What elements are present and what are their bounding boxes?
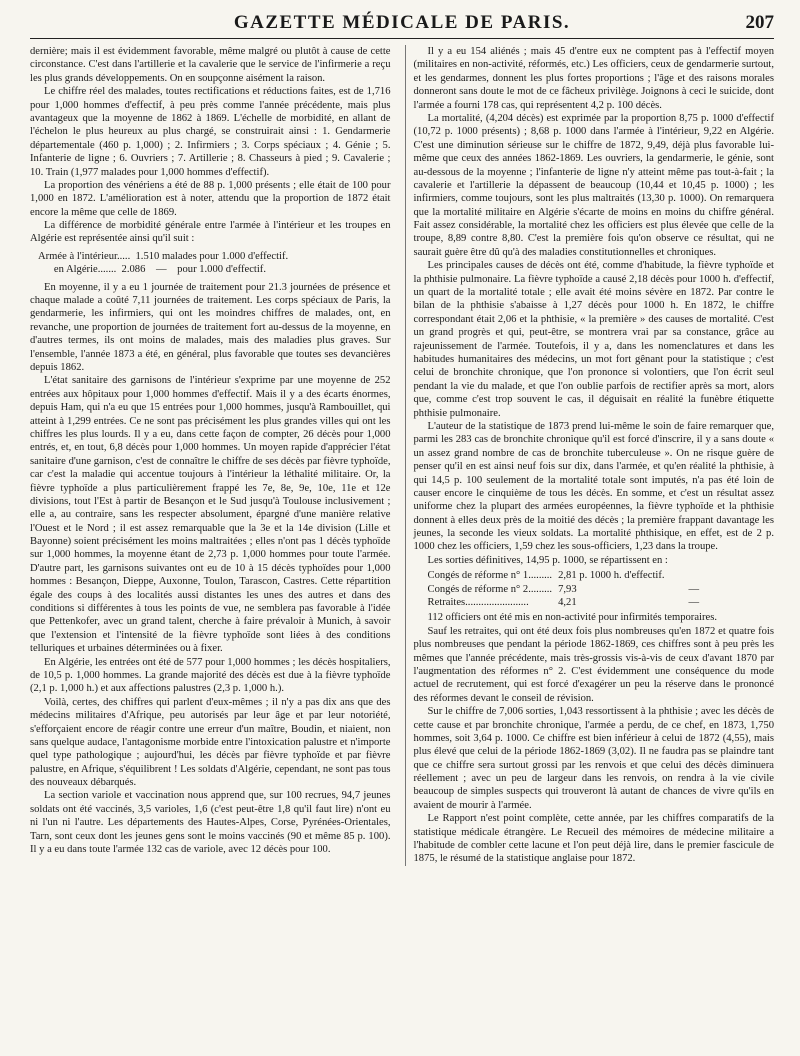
paragraph: 112 officiers ont été mis en non-activité pour infirmités temporaires. <box>427 612 717 624</box>
right-column <box>405 45 775 866</box>
paragraph: dernière; mais il est évidemment favorable, même malgré ou plutôt à cause de cette circonstance. C'est dans l'artillerie et la cavalerie que le service de l'infirmerie a reçu les plus grands développements. On en soupçonne aisément la raison. <box>30 46 391 84</box>
paragraph: L'état sanitaire des garnisons de l'intérieur s'exprime par une moyenne de 252 entrées aux hôpitaux pour 1,000 hommes d'effectif. Mais il y a des écarts énormes, depuis Ham, qui n'a eu que 15 entrées pour 1,000 hommes, jusqu'à Rambouillet, qui atteint à 1,299 entrées. Ce ne sont pas précisément les plus grandes villes qui ont les chiffres les plus lourds. Il y a eu, dans cette façon de compter, 26 décès pour 1,000 entrés, et, en tout, 6,8 décès pour 1,000 hommes. Un moyen rapide d'apprécier l'état sanitaire d'une garnison, c'est de connaître le chiffre de ses décès par fièvre typhoïde, car c'est la maladie qui accentue toujours à l'intérieur la léthalité militaire. Or, la fièvre typhoïde a plus particulièrement frappé les 7e, 8e, 9e, 10e, 11e et 12e divisions, tout l'Est à partir de Besançon et le Sud jusqu'à Toulouse inclusivement ; elle a, au contraire, sans les respecter absolument, épargné d'une manière relative l'Ouest et le Nord ; il est assez remarquable que la 3e et la 14e division (Lille et Bayonne) soient précisément les moins maltraitées ; elles n'ont pas 1 décès typhoïde sur 1,000 hommes, la moyenne étant de 2,73 p. 1,000 hommes pour toute l'armée. D'autre part, les garnisons suivantes ont eu de 10 à 15 décès typhoïdes pour 1,000 hommes : Besançon, Dieppe, Auxonne, Toulon, Tarascon, Castres. Cette répartition égale des coups à des localités aussi distantes les unes des autres et dans des conditions si différentes à tous les points de vue, ne semblera pas favorable à l'idée que Pettenkofer, avec un grand talent, cherche à faire prévaloir à Munich, à savoir que l'extension et l'intensité de la fièvre typhoïde sont liées à des conditions telluriques et urbaines déterminées ou à fixer. <box>30 375 391 655</box>
paragraph: Les principales causes de décès ont été, comme d'habitude, la fièvre typhoïde et la phthisie pulmonaire. La fièvre typhoïde a causé 2,18 décès pour 1000 h. d'effectif, un quart de la mortalité totale ; elle avait été moins sévère en 1872. Par contre le bilan de la phthisie s'abaisse à 1,27 décès pour 1000 h. En 1872, le chiffre correspondant était 2,06 et la phthisie, « la première » des causes de mortalité. C'est un grand progrès et qui, peut-être, se montrera vrai par sa constance, grâce au rajeunissement de l'armée. Toutefois, il y a, dans les nomenclatures et dans les habitudes humanitaires des médecins, un mot fort gênant pour la statistique ; c'est celui de bronchite chronique, que l'on prononce si volontiers, que l'on écrit seul pendant la vie du malade, et que l'on oublie parfois de rectifier après sa mort, alors que, comme c'est trop souvent le cas, il déguisait en réalité la funèbre étiquette phthisie pulmonaire. <box>413 260 774 419</box>
stat-line-algeria: en Algérie....... 2.086 — pour 1.000 d'effectif. <box>38 264 266 276</box>
paragraph: Le Rapport n'est point complète, cette année, par les chiffres comparatifs de la statistique médicale étrangère. Le Recueil des mémoires de médecine militaire a l'habitude de combler cette lacune et l'on peut déjà lire, dans le premier fascicule de 1875, le résumé de la statistique anglaise pour 1872. <box>413 813 774 865</box>
table-row <box>428 596 706 609</box>
row-dash: — <box>688 597 700 609</box>
page-header <box>30 8 774 39</box>
row-dash <box>671 569 706 582</box>
paragraph: Sur le chiffre de 7,006 sorties, 1,043 ressortissent à la phthisie ; avec les décès de cette cause et par bronchite chronique, l'armée a perdu, de ce chef, en 1873, 1,750 hommes, soit 3,64 p. 1000. Ce chiffre est bien inférieur à celui de 1872 (4,55), mais plus élevé que celui de la période 1862-1869 (3,02). Il ne faudra pas se plaindre tant que ce chiffre sera surtout grossi par les renvois et que celui des décès diminuera réellement ; avec un peu de largeur dans les renvois, on rendra à la vie civile beaucoup de simples suspects qui trouveront là autant de chances de vivre qu'ils en avaient de mourir à l'armée. <box>413 706 774 811</box>
row-label: Congés de réforme n° 2......... <box>427 583 553 595</box>
stat-line-interior: Armée à l'intérieur..... 1.510 malades pour 1.000 d'effectif. <box>38 250 289 262</box>
paragraph: La proportion des vénériens a été de 88 p. 1,000 présents ; elle était de 100 pour 1,000 en 1872. L'amélioration est à noter, attendu que la proportion de 1872 était encore la même que celle de 1869. <box>30 179 391 218</box>
paragraph: En moyenne, il y a eu 1 journée de traitement pour 21.3 journées de présence et chaque malade a coûté 7,11 journées de traitement. Les corps spéciaux de Paris, la gendarmerie, les infirmiers, qui ont les moindres chiffres de malades, ont, en revanche, une proportion de journées de traitement fort au-dessus de la moyenne, en d'autres termes, ils ont moins de malades, mais des maladies plus graves. Sur l'ensemble, l'année 1873 a été, en général, plus favorable que toutes ses devancières depuis 1862. <box>30 281 391 373</box>
row-value: 7,93 <box>558 583 577 595</box>
paragraph: Sauf les retraites, qui ont été deux fois plus nombreuses qu'en 1872 et quatre fois plus nombreuses que pendant la période 1862-1869, ces chiffres sont à peu près les mêmes que l'année précédente, mais très-grossis vis-à-vis de ceux d'avant 1870 par l'augmentation des réformes n° 2. C'est évidemment une conséquence du mode actuel de recrutement, qui est forcé d'exagérer un peu la réserve dans le prononcé des réformes devant le conseil de révision. <box>413 625 774 704</box>
table-row <box>428 569 706 582</box>
row-label: Retraites........................ <box>427 597 529 609</box>
row-dash: — <box>688 583 700 595</box>
paragraph: L'auteur de la statistique de 1873 prend lui-même le soin de faire remarquer que, parmi les 283 cas de bronchite chronique qu'il est forcé d'inscrire, il y a sans doute « un assez grand nombre de cas de bronchite tuberculeuse ». On ne risque guère de penser qu'il en est ainsi neuf fois sur dix, dans l'armée, et qu'en réalité la phthisie, à qui 14,5 p. 100 seulement de la mortalité totale sont imputés, n'a pas été loin de causer encore le cinquième de tous les décès. En somme, et c'est un résultat assez uniforme chez la plupart des armées européennes, la fièvre typhoïde et la phthisie donnent à elles deux près de la moitié des décès ; la première frappant davantage les jeunes, la seconde les vieux soldats. La mortalité phthisique, en effet, est de 2 p. 1000 chez les officiers, 1,59 chez les sous-officiers, 1,23 dans la troupe. <box>413 420 774 553</box>
row-label: Congés de réforme n° 1......... <box>427 570 553 582</box>
paragraph: Les sorties définitives, 14,95 p. 1000, se répartissent en : <box>427 554 668 566</box>
paragraph: Le chiffre réel des malades, toutes rectifications et réductions faites, est de 1,716 pour 1,000 hommes d'effectif, à peu près comme l'année précédente, mais plus avantageux que la moyenne de 1862 à 1869. L'échelle de morbidité, en allant de l'échelon le plus heureux au plus chargé, se construirait ainsi : 1. Gendarmerie départementale (460 p. 1,000) ; 2. Infirmiers ; 3. Corps spéciaux ; 4. Génie ; 5. Infanterie de ligne ; 6. Ouvriers ; 7. Artillerie ; 8. Chasseurs à pied ; 9. Cavalerie ; 10. Train (1,977 malades pour 1,000 hommes d'effectif). <box>30 86 391 178</box>
paragraph: La différence de morbidité générale entre l'armée à l'intérieur et les troupes en Algérie est représentée ainsi qu'il suit : <box>30 220 391 245</box>
paragraph: La mortalité, (4,204 décès) est exprimée par la proportion 8,75 p. 1000 d'effectif (10,72 p. 1000 présents) ; 8,68 p. 1000 dans l'armée à l'intérieur, 9,22 en Algérie. C'est une diminution sérieuse sur le chiffre de 1872, 9,49, déjà plus favorable lui-même que ceux des années 1862-1869. Les ouvriers, la gendarmerie, le génie, sont au-dessous de la moyenne ; l'infanterie de ligne n'y atteint même pas tout-à-fait ; la cavalerie et l'artillerie la dépassent de beaucoup (10,44 et 10,45 p. 1000) ; les infirmiers, comme toujours, sont les plus maltraités (13,30 p. 1000). On remarquera que la mortalité militaire en Algérie s'écarte de moins en moins du chiffre général. Fait assez considérable, la mortalité chez les officiers est plus élevée que celle de la troupe, 8,89 contre 8,80. C'est la première fois qu'on observe ce résultat, qui ne saurait guère être dû qu'à des maladies constitutionnelles et chroniques. <box>413 112 774 258</box>
sorties-table <box>428 569 706 609</box>
row-value: 4,21 <box>558 597 577 609</box>
paragraph: Il y a eu 154 aliénés ; mais 45 d'entre eux ne comptent pas à l'effectif moyen (militaires en non-activité, réformés, etc.) Les officiers, ceux de gendarmerie surtout, et les gendarmes, donnent les plus fortes proportions ; l'âge et des raisons morales donneront sans doute le mot de ce fâcheux privilège. Joignons à ceci le suicide, dont l'armée a fourni 178 cas, qui représentent 4,2 p. 100 décès. <box>413 46 774 111</box>
paragraph: Voilà, certes, des chiffres qui parlent d'eux-mêmes ; il n'y a pas dix ans que des médecins militaires d'Afrique, peu autorisés par leur âge et par leur notoriété, s'efforçaient encore de réagir contre une erreur d'un maître, Boudin, et niaient, non sans quelque audace, l'antagonisme morbide entre l'intoxication palustre et n'importe quel type pathologique ; aujourd'hui, les décès par fièvre typhoïde et par fièvre palustre, en Afrique, s'équilibrent ! Les soldats d'Algérie, cependant, ne sont pas tous des nouveaux débarqués. <box>30 696 391 789</box>
journal-title: GAZETTE MÉDICALE DE PARIS. <box>233 12 571 33</box>
page-number: 207 <box>745 12 774 33</box>
left-column <box>30 45 391 866</box>
morbidity-comparison <box>38 250 391 277</box>
table-row <box>428 583 706 596</box>
text-columns <box>30 45 774 866</box>
paragraph: En Algérie, les entrées ont été de 577 pour 1,000 hommes ; les décès hospitaliers, de 10,5 p. 1,000 hommes. La grande majorité des décès est due à la fièvre typhoïde (2,1 p. 1,000 h.) et aux affections palustres (2,3 p. 1,000 h.). <box>30 656 391 695</box>
row-value: 2,81 p. 1000 h. d'effectif. <box>558 570 665 582</box>
paragraph: La section variole et vaccination nous apprend que, sur 100 recrues, 94,7 jeunes soldats ont été vaccinés, 3,5 varioles, 1,6 (c'est peut-être 1,8 qu'il faut lire) n'ont eu ni l'un ni l'autre. Les départements des Hautes-Alpes, Corse, Pyrénées-Orientales, Tarn, sont ceux dont les jeunes gens sont le moins vaccinés (90 et même 85 p. 100). Il y a eu dans toute l'armée 132 cas de variole, avec 12 décès pour 100. <box>30 790 391 856</box>
